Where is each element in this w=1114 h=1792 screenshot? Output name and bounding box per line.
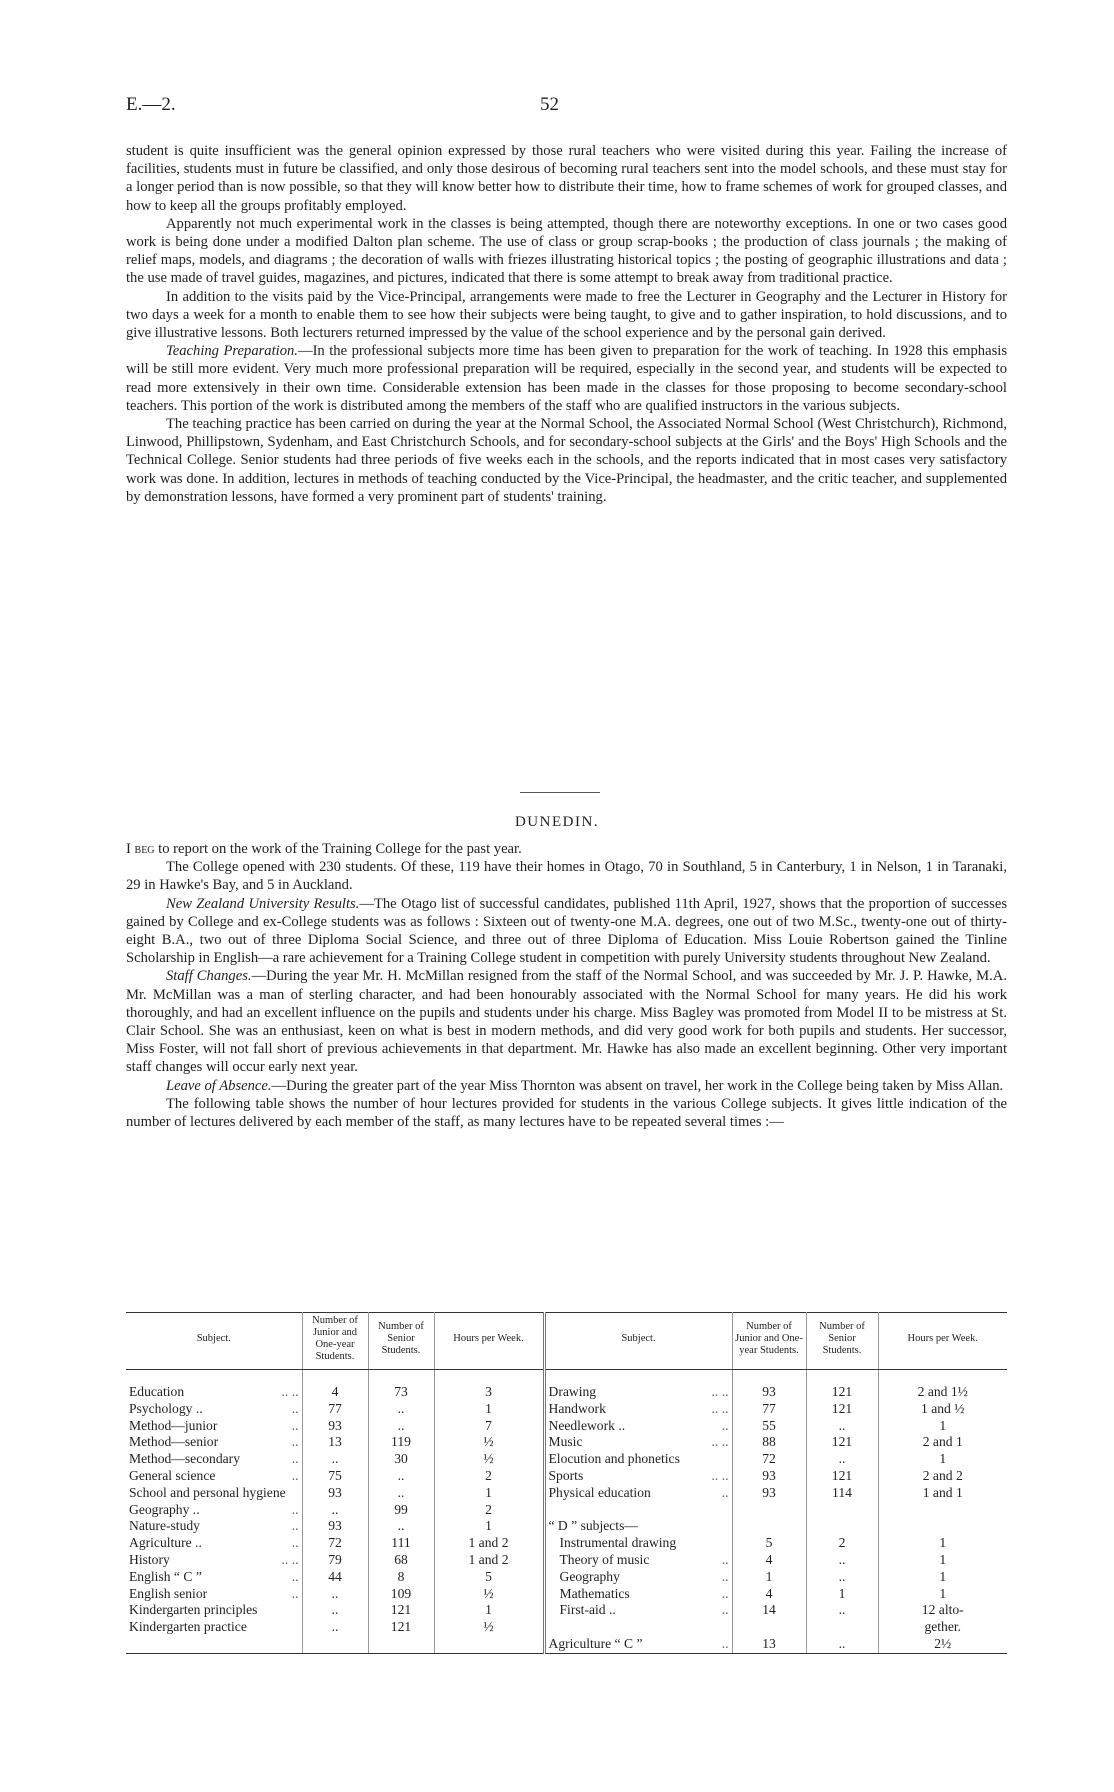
junior-students-cell: 93 <box>732 1485 806 1502</box>
junior-students-cell: 72 <box>302 1535 368 1552</box>
subject-name: Needlework .. <box>548 1417 626 1433</box>
leader-dots: .. .. <box>281 1551 299 1567</box>
opening-initial: I <box>126 841 131 857</box>
table-row <box>126 1602 1007 1619</box>
subject-cell <box>544 1384 732 1401</box>
junior-students-cell <box>732 1502 806 1519</box>
junior-students-cell: 55 <box>732 1418 806 1435</box>
senior-students-cell: .. <box>806 1636 878 1653</box>
subject-cell <box>544 1468 732 1485</box>
hours-cell: gether. <box>924 1619 962 1635</box>
section-divider <box>520 792 600 793</box>
leave-of-absence-text: —During the greater part of the year Miss Thornton was absent on travel, her work in the College being taken by Miss Allan. <box>271 1077 1004 1094</box>
junior-students-cell: 93 <box>732 1384 806 1401</box>
senior-students-cell: .. <box>368 1485 434 1502</box>
subject-name: “ D ” subjects— <box>548 1518 638 1534</box>
hours-cell: 2 and 1½ <box>917 1384 968 1399</box>
junior-students-cell: 4 <box>732 1586 806 1603</box>
subject-cell <box>126 1418 302 1435</box>
senior-students-cell: .. <box>368 1401 434 1418</box>
university-results-text: —The Otago list of successful candidates, published 11th April, 1927, shows that the proportion of successes gained by College and ex-College students was as follows : Sixteen out of twenty-one M.A. degrees, one out of two M.Sc., twenty-one out of thirty-eight B.A., two out of three Diploma Social Science, and three out of three Diploma of Education. Miss Louie Robertson gained the Tinline Scholarship in English—a rare achievement for a Training College student in competition with purely University students throughout New Zealand. <box>126 895 1008 967</box>
hours-cell: 2 and 2 <box>922 1467 963 1483</box>
subject-cell <box>544 1552 732 1569</box>
table-row <box>126 1619 1007 1636</box>
junior-students-cell: 14 <box>732 1602 806 1619</box>
subject-cell <box>544 1636 732 1653</box>
senior-students-cell: 1 <box>806 1586 878 1603</box>
table-row <box>126 1418 1007 1435</box>
paragraph-university-results <box>126 895 1007 968</box>
subject-cell <box>126 1451 302 1468</box>
subject-name: English “ C ” <box>129 1568 202 1584</box>
junior-students-cell: .. <box>302 1502 368 1519</box>
column-header: Number of Senior Students. <box>806 1313 878 1370</box>
subject-cell <box>126 1518 302 1535</box>
table-row <box>126 1384 1007 1401</box>
subject-name: Kindergarten principles <box>129 1602 258 1618</box>
table-row <box>126 1535 1007 1552</box>
subject-cell <box>544 1518 732 1535</box>
senior-students-cell: 2 <box>806 1535 878 1552</box>
hours-cell: ½ <box>434 1586 544 1603</box>
subject-cell <box>126 1552 302 1569</box>
hours-cell: 2 <box>434 1502 544 1519</box>
subject-cell <box>544 1569 732 1586</box>
senior-students-cell: 109 <box>368 1586 434 1603</box>
subject-cell <box>544 1434 732 1451</box>
subject-name: Elocution and phonetics <box>548 1451 680 1467</box>
subject-cell <box>126 1434 302 1451</box>
senior-students-cell: 121 <box>806 1468 878 1485</box>
junior-students-cell: 79 <box>302 1552 368 1569</box>
subject-name: Sports <box>548 1467 584 1483</box>
subject-name: General science <box>129 1467 216 1483</box>
senior-students-cell: 121 <box>806 1401 878 1418</box>
subject-cell <box>544 1401 732 1418</box>
subject-cell <box>126 1401 302 1418</box>
subject-cell <box>544 1418 732 1435</box>
subject-cell <box>126 1619 302 1636</box>
table-header-row <box>126 1313 1007 1370</box>
leader-dots: .. <box>721 1417 729 1433</box>
junior-students-cell: 88 <box>732 1434 806 1451</box>
hours-cell: 1 <box>939 1535 947 1551</box>
subject-cell <box>544 1535 732 1552</box>
paragraph: student is quite insufficient was the general opinion expressed by those rural teachers who were visited during this year. Failing the increase of facilities, students must in future be classified, and only those desirous of becoming rural teachers sent into the model schools, and these must stay for a longer period than is now possible, so that they will know better how to distribute their time, how to frame schemes of work for grouped classes, and how to keep all the groups profitably employed. <box>126 143 1007 214</box>
subject-cell <box>126 1535 302 1552</box>
column-header: Hours per Week. <box>434 1313 544 1370</box>
subject-name: Kindergarten practice <box>129 1619 247 1635</box>
staff-changes-heading: Staff Changes. <box>166 968 252 985</box>
subject-cell <box>544 1485 732 1502</box>
subject-name: Method—senior <box>129 1434 219 1450</box>
hours-cell: 2 and 1 <box>922 1434 963 1450</box>
junior-students-cell: 93 <box>732 1468 806 1485</box>
paragraph: The following table shows the number of hour lectures provided for students in the various College subjects. It gives little indication of the number of lectures delivered by each member of the staff, as many lectures have to be repeated several times :— <box>126 1095 1007 1131</box>
senior-students-cell: 8 <box>368 1569 434 1586</box>
junior-students-cell: 75 <box>302 1468 368 1485</box>
empty-cell <box>368 1636 434 1653</box>
senior-students-cell: 121 <box>368 1619 434 1636</box>
paragraph: Apparently not much experimental work in the classes is being attempted, though there are noteworthy exceptions. In one or two cases good work is being done under a modified Dalton plan scheme. The use of class or group scrap-books ; the production of class journals ; the making of relief maps, models, and diagrams ; the decoration of walls with friezes illustrating historical topics ; the posting of geographic illustrations and data ; the use made of travel guides, magazines, and pictures, indicated that there is some attempt to break away from traditional practice. <box>126 215 1007 287</box>
junior-students-cell: 4 <box>732 1552 806 1569</box>
subject-name: Music <box>548 1434 583 1450</box>
leader-dots: .. .. <box>711 1400 729 1416</box>
hours-cell: 12 alto- <box>921 1602 964 1618</box>
table-row <box>126 1636 1007 1653</box>
junior-students-cell: 72 <box>732 1451 806 1468</box>
hours-cell: 1 <box>939 1417 947 1433</box>
empty-cell <box>126 1636 302 1653</box>
senior-students-cell <box>806 1619 878 1636</box>
paragraph-leave-of-absence <box>126 1077 1007 1095</box>
table-row <box>126 1485 1007 1502</box>
senior-students-cell: .. <box>806 1451 878 1468</box>
leader-dots: .. <box>291 1535 299 1551</box>
senior-students-cell: 30 <box>368 1451 434 1468</box>
senior-students-cell: 111 <box>368 1535 434 1552</box>
section-title: DUNEDIN. <box>514 814 600 830</box>
leader-dots: .. .. <box>711 1384 729 1399</box>
leader-dots: .. <box>721 1484 729 1500</box>
subject-cell <box>544 1619 732 1636</box>
leader-dots: .. .. <box>711 1434 729 1450</box>
subject-name: Drawing <box>548 1384 597 1399</box>
leader-dots: .. <box>291 1451 299 1467</box>
senior-students-cell: .. <box>806 1569 878 1586</box>
paragraph: In addition to the visits paid by the Vice-Principal, arrangements were made to free the Lecturer in Geography and the Lecturer in History for two days a week for a month to enable them to see how their subjects were being taught, to give and to gather inspiration, to hold discussions, and to give illustrative lessons. Both lecturers returned impressed by the value of the school experience and by the personal gain derived. <box>126 288 1007 342</box>
senior-students-cell: 121 <box>806 1434 878 1451</box>
teaching-preparation-text: —In the professional subjects more time has been given to preparation for the work of teaching. In 1928 this emphasis will be still more evident. Very much more professional preparation will be required, especially in the second year, and students will be expected to read more extensively in their own time. Considerable extension has been made in the classes for those proposing to become secondary-school teachers. This portion of the work is distributed among the members of the staff who are qualified instructors in the various subjects. <box>126 343 1007 414</box>
column-header: Subject. <box>544 1313 732 1370</box>
hours-cell: ½ <box>434 1434 544 1451</box>
leader-dots: .. <box>291 1568 299 1584</box>
hours-cell: 1 <box>939 1551 947 1567</box>
junior-students-cell <box>732 1619 806 1636</box>
senior-students-cell <box>806 1502 878 1519</box>
junior-students-cell: 77 <box>302 1401 368 1418</box>
dunedin-text <box>126 840 1007 1131</box>
subject-cell <box>126 1502 302 1519</box>
hours-cell: 1 <box>434 1485 544 1502</box>
subject-name: School and personal hygiene <box>129 1484 286 1500</box>
empty-cell <box>434 1636 544 1653</box>
subject-name: Method—junior <box>129 1417 218 1433</box>
leader-dots: .. <box>721 1568 729 1584</box>
hours-cell: ½ <box>434 1619 544 1636</box>
table-row <box>126 1586 1007 1603</box>
junior-students-cell: 44 <box>302 1569 368 1586</box>
junior-students-cell: .. <box>302 1451 368 1468</box>
hours-cell: 1 <box>434 1602 544 1619</box>
hours-cell: 1 and 2 <box>434 1552 544 1569</box>
subject-name: Theory of music <box>559 1551 650 1567</box>
table-row <box>126 1569 1007 1586</box>
table-row <box>126 1451 1007 1468</box>
leader-dots: .. .. <box>711 1467 729 1483</box>
junior-students-cell: 13 <box>302 1434 368 1451</box>
subject-cell <box>126 1602 302 1619</box>
senior-students-cell: 114 <box>806 1485 878 1502</box>
table-row <box>126 1552 1007 1569</box>
table-row <box>126 1468 1007 1485</box>
subject-name: First-aid .. <box>559 1602 616 1618</box>
leader-dots: .. <box>291 1585 299 1601</box>
hours-cell <box>878 1518 1007 1535</box>
table-row <box>126 1518 1007 1535</box>
hours-cell: 2 <box>434 1468 544 1485</box>
paragraph-staff-changes <box>126 967 1007 1076</box>
table-row <box>126 1434 1007 1451</box>
hours-cell: 1 and ½ <box>921 1400 965 1416</box>
subject-name: English senior <box>129 1585 208 1601</box>
junior-students-cell: 5 <box>732 1535 806 1552</box>
hours-cell: 2½ <box>878 1636 1007 1653</box>
subject-cell <box>126 1569 302 1586</box>
column-header: Subject. <box>126 1313 302 1370</box>
junior-students-cell: 77 <box>732 1401 806 1418</box>
junior-students-cell: 13 <box>732 1636 806 1653</box>
senior-students-cell: .. <box>806 1418 878 1435</box>
paragraph-teaching-preparation <box>126 342 1007 415</box>
leader-dots: .. <box>291 1417 299 1433</box>
subject-name: Geography <box>559 1568 620 1584</box>
leader-dots: .. .. <box>281 1384 299 1399</box>
hours-cell: 1 and 1 <box>922 1484 963 1500</box>
leader-dots: .. <box>291 1400 299 1416</box>
leave-of-absence-heading: Leave of Absence. <box>166 1077 272 1094</box>
senior-students-cell: 121 <box>806 1384 878 1401</box>
subject-name: Psychology .. <box>129 1400 203 1416</box>
leader-dots: .. <box>291 1434 299 1450</box>
junior-students-cell: 93 <box>302 1418 368 1435</box>
subject-name: Method—secondary <box>129 1451 240 1467</box>
subject-cell <box>126 1468 302 1485</box>
junior-students-cell <box>732 1518 806 1535</box>
hours-cell: 1 and 2 <box>434 1535 544 1552</box>
hours-cell: 1 <box>939 1585 947 1601</box>
leader-dots: .. <box>291 1467 299 1483</box>
report-reference: E.—2. <box>126 94 176 115</box>
junior-students-cell: .. <box>302 1619 368 1636</box>
university-results-heading: New Zealand University Results. <box>166 895 360 912</box>
subject-cell <box>544 1602 732 1619</box>
leader-dots: .. <box>721 1602 729 1618</box>
subject-cell <box>544 1502 732 1519</box>
lecture-hours-table <box>126 1312 1007 1654</box>
leader-dots: .. <box>291 1501 299 1517</box>
senior-students-cell: 99 <box>368 1502 434 1519</box>
leader-dots: .. <box>721 1635 729 1651</box>
junior-students-cell: 1 <box>732 1569 806 1586</box>
junior-students-cell: 4 <box>302 1384 368 1401</box>
junior-students-cell: .. <box>302 1602 368 1619</box>
senior-students-cell: 121 <box>368 1602 434 1619</box>
paragraph: The teaching practice has been carried on during the year at the Normal School, the Associated Normal School (West Christchurch), Richmond, Linwood, Phillipstown, Sydenham, and East Christchurch Schools, and for secondary-school subjects at the Girls' and the Boys' High Schools and the Technical College. Senior students had three periods of five weeks each in the schools, and the reports indicated that in most cases very satisfactory work was done. In addition, lectures in methods of teaching conducted by the Vice-Principal, the headmaster, and the critic teacher, and supplemented by demonstration lessons, have formed a very prominent part of students' training. <box>126 416 1007 505</box>
subject-name: Physical education <box>548 1484 651 1500</box>
senior-students-cell: .. <box>368 1518 434 1535</box>
subject-cell <box>126 1586 302 1603</box>
hours-cell: 3 <box>434 1384 544 1401</box>
subject-cell <box>126 1485 302 1502</box>
subject-cell <box>544 1586 732 1603</box>
teaching-preparation-heading: Teaching Preparation. <box>166 343 298 360</box>
staff-changes-text: —During the year Mr. H. McMillan resigned from the staff of the Normal School, and was succeeded by Mr. J. P. Hawke, M.A. Mr. McMillan was a man of sterling character, and had been honourably associated with the Normal School for many years. He did his work thoroughly, and had an excellent influence on the pupils and students under his charge. Miss Bagley was promoted from Model II to be mistress at St. Clair School. She was an enthusiast, keen on what is best in modern methods, and did very good work for both pupils and students. Her successor, Miss Foster, will not fall short of previous achievements in that department. Mr. Hawke has also made an excellent beginning. Other very important staff changes will occur early next year. <box>126 968 1007 1076</box>
paragraph: The College opened with 230 students. Of these, 119 have their homes in Otago, 70 in Southland, 5 in Canterbury, 1 in Nelson, 1 in Taranaki, 29 in Hawke's Bay, and 5 in Auckland. <box>126 859 1007 894</box>
subject-name: Nature-study <box>129 1518 200 1534</box>
column-header: Hours per Week. <box>878 1313 1007 1370</box>
empty-cell <box>302 1636 368 1653</box>
senior-students-cell: .. <box>368 1418 434 1435</box>
page-number: 52 <box>540 94 559 115</box>
subject-name: Mathematics <box>559 1585 630 1601</box>
subject-cell <box>544 1451 732 1468</box>
subject-name: Handwork <box>548 1400 606 1416</box>
paragraph-opening <box>126 840 1007 858</box>
junior-students-cell: 93 <box>302 1518 368 1535</box>
subject-cell <box>126 1384 302 1401</box>
hours-cell: 5 <box>434 1569 544 1586</box>
subject-name: Agriculture “ C ” <box>548 1635 643 1651</box>
column-header: Number of Senior Students. <box>368 1313 434 1370</box>
subject-name: Education <box>129 1384 185 1399</box>
column-header: Number of Junior and One-year Students. <box>732 1313 806 1370</box>
hours-cell: 1 <box>434 1401 544 1418</box>
senior-students-cell: .. <box>368 1468 434 1485</box>
leader-dots: .. <box>721 1551 729 1567</box>
hours-cell: 1 <box>939 1451 947 1467</box>
table-row <box>126 1502 1007 1519</box>
column-header: Number of Junior and One-year Students. <box>302 1313 368 1370</box>
senior-students-cell: 68 <box>368 1552 434 1569</box>
junior-students-cell: 93 <box>302 1485 368 1502</box>
subject-name: Geography .. <box>129 1501 200 1517</box>
subject-name: History <box>129 1551 170 1567</box>
junior-students-cell: .. <box>302 1586 368 1603</box>
senior-students-cell: 119 <box>368 1434 434 1451</box>
subject-name: Agriculture .. <box>129 1535 202 1551</box>
leader-dots: .. <box>291 1518 299 1534</box>
senior-students-cell: .. <box>806 1602 878 1619</box>
subject-name: Instrumental drawing <box>559 1535 677 1551</box>
leader-dots: .. <box>721 1585 729 1601</box>
hours-cell: 1 <box>939 1568 947 1584</box>
senior-students-cell: 73 <box>368 1384 434 1401</box>
hours-cell <box>878 1502 1007 1519</box>
senior-students-cell <box>806 1518 878 1535</box>
christchurch-continued-text <box>126 142 1007 506</box>
opening-small-caps: beg <box>134 841 155 857</box>
table-row <box>126 1401 1007 1418</box>
senior-students-cell: .. <box>806 1552 878 1569</box>
opening-rest: to report on the work of the Training College for the past year. <box>154 841 522 857</box>
hours-cell: ½ <box>434 1451 544 1468</box>
hours-cell: 7 <box>434 1418 544 1435</box>
hours-cell: 1 <box>434 1518 544 1535</box>
